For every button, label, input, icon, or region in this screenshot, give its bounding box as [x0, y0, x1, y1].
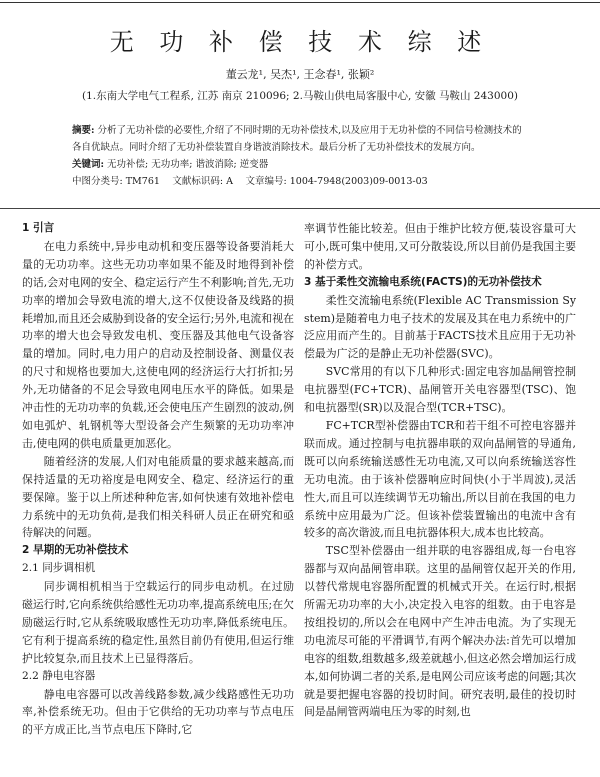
- right-column: [304, 220, 576, 721]
- paragraph: 柔性交流输电系统(Flexible AC Transmission System)是随着电力电子技术的发展及其在电力系统中的广泛应用而产生的。目前基于FACTS技术且应用于无功补偿最为广泛的是静止无功补偿器(SVC)。: [304, 293, 576, 361]
- paper-title: 无 功 补 偿 技 术 综 述: [109, 28, 491, 56]
- heading-facts: 3 基于柔性交流输电系统(FACTS)的无功补偿技术: [304, 275, 542, 288]
- heading-static-capacitor: 2.2 静电电容器: [22, 669, 96, 682]
- keywords-text: 无功补偿; 无功功率; 谐波消除; 逆变器: [107, 159, 269, 170]
- left-column: [22, 220, 294, 739]
- paragraph: TSC型补偿器由一组并联的电容器组成,每一台电容器都与双向晶闸管串联。这里的晶闸管仅起开关的作用,以替代常规电容器所配置的机械式开关。在运行时,根据所需无功功率的大小,决定投入电容的组数。由于电容是按组投切的,所以会在电网中产生冲击电流。为了实现无功电流尽可能的平滑调节,有两个解决办法:首先可以增加电容的组数,组数越多,级差就越小,但这必然会增加运行成本,如何协调二者的关系,是电网公司应该考虑的问题;其次就是要把握电容器的投切时间。研究表明,最佳的投切时间是晶闸管两端电压为零的时刻,也: [304, 544, 576, 719]
- heading-early-compensation: 2 早期的无功补偿技术: [22, 544, 129, 557]
- paragraph: 同步调相机相当于空载运行的同步电动机。在过励磁运行时,它向系统供给感性无功功率,提高系统电压;在欠励磁运行时,它从系统吸取感性无功功率,降低系统电压。它有利于提高系统的稳定性,虽然目前仍有使用,但运行维护比较复杂,而且技术上已显得落后。: [22, 580, 294, 665]
- abstract-label: 摘要:: [72, 125, 95, 136]
- paragraph: 在电力系统中,异步电动机和变压器等设备要消耗大量的无功功率。这些无功功率如果不能及时地得到补偿的话,会对电网的安全、稳定运行产生不利影响;首先,无功功率的增加会导致电流的增大,这不仅使设备及线路的损耗增加,而且还会威胁到设备的安全运行;另外,电流和视在功率的增大也会导致发电机、变压器及其他电气设备容量的增加。同时,电力用户的启动及控制设备、测量仪表的尺寸和规格也要加大,这使电网的经济运行大打折扣;另外,无功储备的不足会导致电网电压水平的降低。如果是冲击性的无功功率的负载,还会使电压产生剧烈的波动,例如电弧炉、轧钢机等大型设备会产生频繁的无功功率冲击,使电网的供电质量更加恶化。: [22, 239, 294, 450]
- authors: 董云龙¹, 吴杰¹, 王念春¹, 张颖²: [225, 68, 375, 81]
- paragraph: 随着经济的发展,人们对电能质量的要求越来越高,而保持适量的无功裕度是电网安全、稳定、经济运行的重要保障。鉴于以上所述种种危害,如何快速有效地补偿电力系统中的无功负荷,是我们相关科研人员正在研究和亟待解决的问题。: [22, 454, 294, 540]
- header-rule: [0, 2, 600, 3]
- classification-meta: 中图分类号: TM761 文献标识码: A 文章编号: 1004-7948(2003)09-0013-03: [72, 176, 428, 187]
- paragraph: 率调节性能比较差。但由于维护比较方便,装设容量可大可小,既可集中使用,又可分散装设,所以目前仍是我国主要的补偿方式。: [304, 222, 576, 271]
- paragraph: FC+TCR型补偿器由TCR和若干组不可控电容器并联而成。通过控制与电抗器串联的双向晶闸管的导通角,既可以向系统输送感性无功电流,又可以向系统输送容性无功电流。由于该补偿器响应时间快(小于半周波),灵活性大,而且可以连续调节无功输出,所以目前在我国的电力系统中应用最为广泛。但该补偿装置输出的电流中含有较多的高次谐波,而且电抗器体积大,成本也比较高。: [304, 418, 576, 540]
- keywords: [72, 156, 528, 173]
- abstract-block: [72, 122, 528, 190]
- keywords-label: 关键词:: [72, 159, 105, 170]
- section-divider: [0, 208, 600, 209]
- paragraph: SVC常用的有以下几种形式:固定电容加晶闸管控制电抗器型(FC+TCR)、晶闸管开关电容器型(TSC)、饱和电抗器型(SR)以及混合型(TCR+TSC)。: [304, 365, 576, 415]
- affiliation: (1.东南大学电气工程系, 江苏 南京 210096; 2.马鞍山供电局客服中心, 安徽 马鞍山 243000): [82, 90, 518, 102]
- paragraph: 静电电容器可以改善线路参数,减少线路感性无功功率,补偿系统无功。但由于它供给的无功功率与节点电压的平方成正比,当节点电压下降时,它: [22, 687, 294, 737]
- abstract-text: 分析了无功补偿的必要性,介绍了不同时期的无功补偿技术,以及应用于无功补偿的不同信号检测技术的各自优缺点。同时介绍了无功补偿装置自身谐波消除技术。最后分析了无功补偿技术的发展方向。: [72, 125, 522, 153]
- heading-introduction: 1 引言: [22, 222, 55, 234]
- abstract: [72, 122, 528, 156]
- heading-sync-condenser: 2.1 同步调相机: [22, 562, 96, 575]
